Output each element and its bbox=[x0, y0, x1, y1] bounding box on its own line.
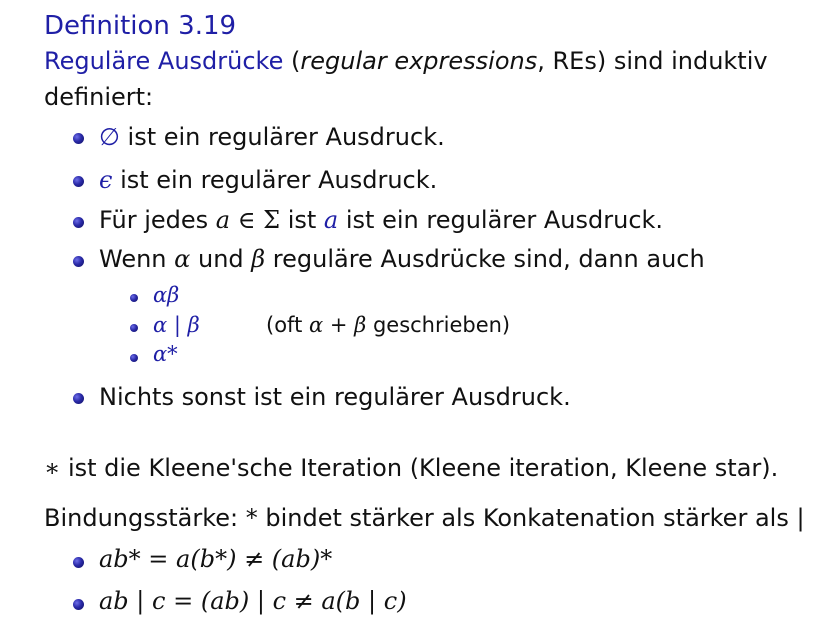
bullet-icon bbox=[73, 176, 84, 187]
item-text: ist ein regulärer Ausdruck. bbox=[119, 123, 445, 151]
bullet-icon bbox=[73, 256, 84, 267]
definition-term: Reguläre Ausdrücke bbox=[44, 47, 284, 75]
binding-paragraph: Bindungsstärke: * bindet stärker als Konkatenation stärker als | bbox=[44, 504, 805, 532]
emptyset-symbol: ∅ bbox=[99, 123, 120, 151]
math-a: a bbox=[215, 206, 231, 234]
bullet-icon bbox=[73, 557, 84, 568]
list-item-alphabet-symbol bbox=[99, 206, 663, 234]
sub-item-concatenation: αβ bbox=[153, 283, 180, 307]
note-text: (oft bbox=[266, 313, 309, 337]
list-item-epsilon bbox=[99, 166, 437, 194]
kleene-paragraph bbox=[44, 454, 778, 482]
note-math: α + β bbox=[308, 313, 367, 337]
item-text: ist bbox=[280, 206, 324, 234]
sub-item-kleene-star: α* bbox=[153, 342, 178, 366]
bullet-icon bbox=[73, 217, 84, 228]
math-alpha: α bbox=[174, 245, 191, 273]
list-item-emptyset bbox=[99, 123, 445, 151]
intro-rest: , REs) sind induktiv bbox=[537, 47, 768, 75]
sub-bullet-icon bbox=[130, 324, 138, 332]
math-in-sigma: ∈ Σ bbox=[230, 206, 281, 234]
english-term: regular expressions bbox=[300, 47, 538, 75]
item-text: Wenn bbox=[99, 245, 175, 273]
list-item-nothing-else: Nichts sonst ist ein regulärer Ausdruck. bbox=[99, 383, 571, 411]
epsilon-symbol: ϵ bbox=[99, 166, 113, 194]
star-symbol: ∗ bbox=[44, 454, 61, 482]
bullet-icon bbox=[73, 133, 84, 144]
binding-example-1: ab* = a(b*) ≠ (ab)* bbox=[99, 545, 333, 573]
kleene-text: ist die Kleene'sche Iteration (Kleene iteration, Kleene star). bbox=[60, 454, 779, 482]
intro-open-paren: ( bbox=[283, 47, 301, 75]
definition-intro-line2: definiert: bbox=[44, 83, 154, 111]
item-text: und bbox=[190, 245, 252, 273]
binding-example-2: ab | c = (ab) | c ≠ a(b | c) bbox=[99, 587, 407, 615]
item-text: reguläre Ausdrücke sind, dann auch bbox=[265, 245, 705, 273]
bullet-icon bbox=[73, 599, 84, 610]
math-a-blue: a bbox=[323, 206, 339, 234]
sub-bullet-icon bbox=[130, 354, 138, 362]
list-item-composition bbox=[99, 245, 705, 273]
item-text: Für jedes bbox=[99, 206, 216, 234]
alternation-note bbox=[266, 313, 510, 337]
bullet-icon bbox=[73, 393, 84, 404]
item-text: ist ein regulärer Ausdruck. bbox=[112, 166, 438, 194]
sub-bullet-icon bbox=[130, 294, 138, 302]
math-beta: β bbox=[251, 245, 266, 273]
definition-intro-line1 bbox=[44, 47, 768, 75]
sub-item-alternation: α | β bbox=[153, 313, 200, 337]
note-text: geschrieben) bbox=[366, 313, 511, 337]
item-text: ist ein regulärer Ausdruck. bbox=[338, 206, 664, 234]
definition-title: Definition 3.19 bbox=[44, 11, 237, 41]
